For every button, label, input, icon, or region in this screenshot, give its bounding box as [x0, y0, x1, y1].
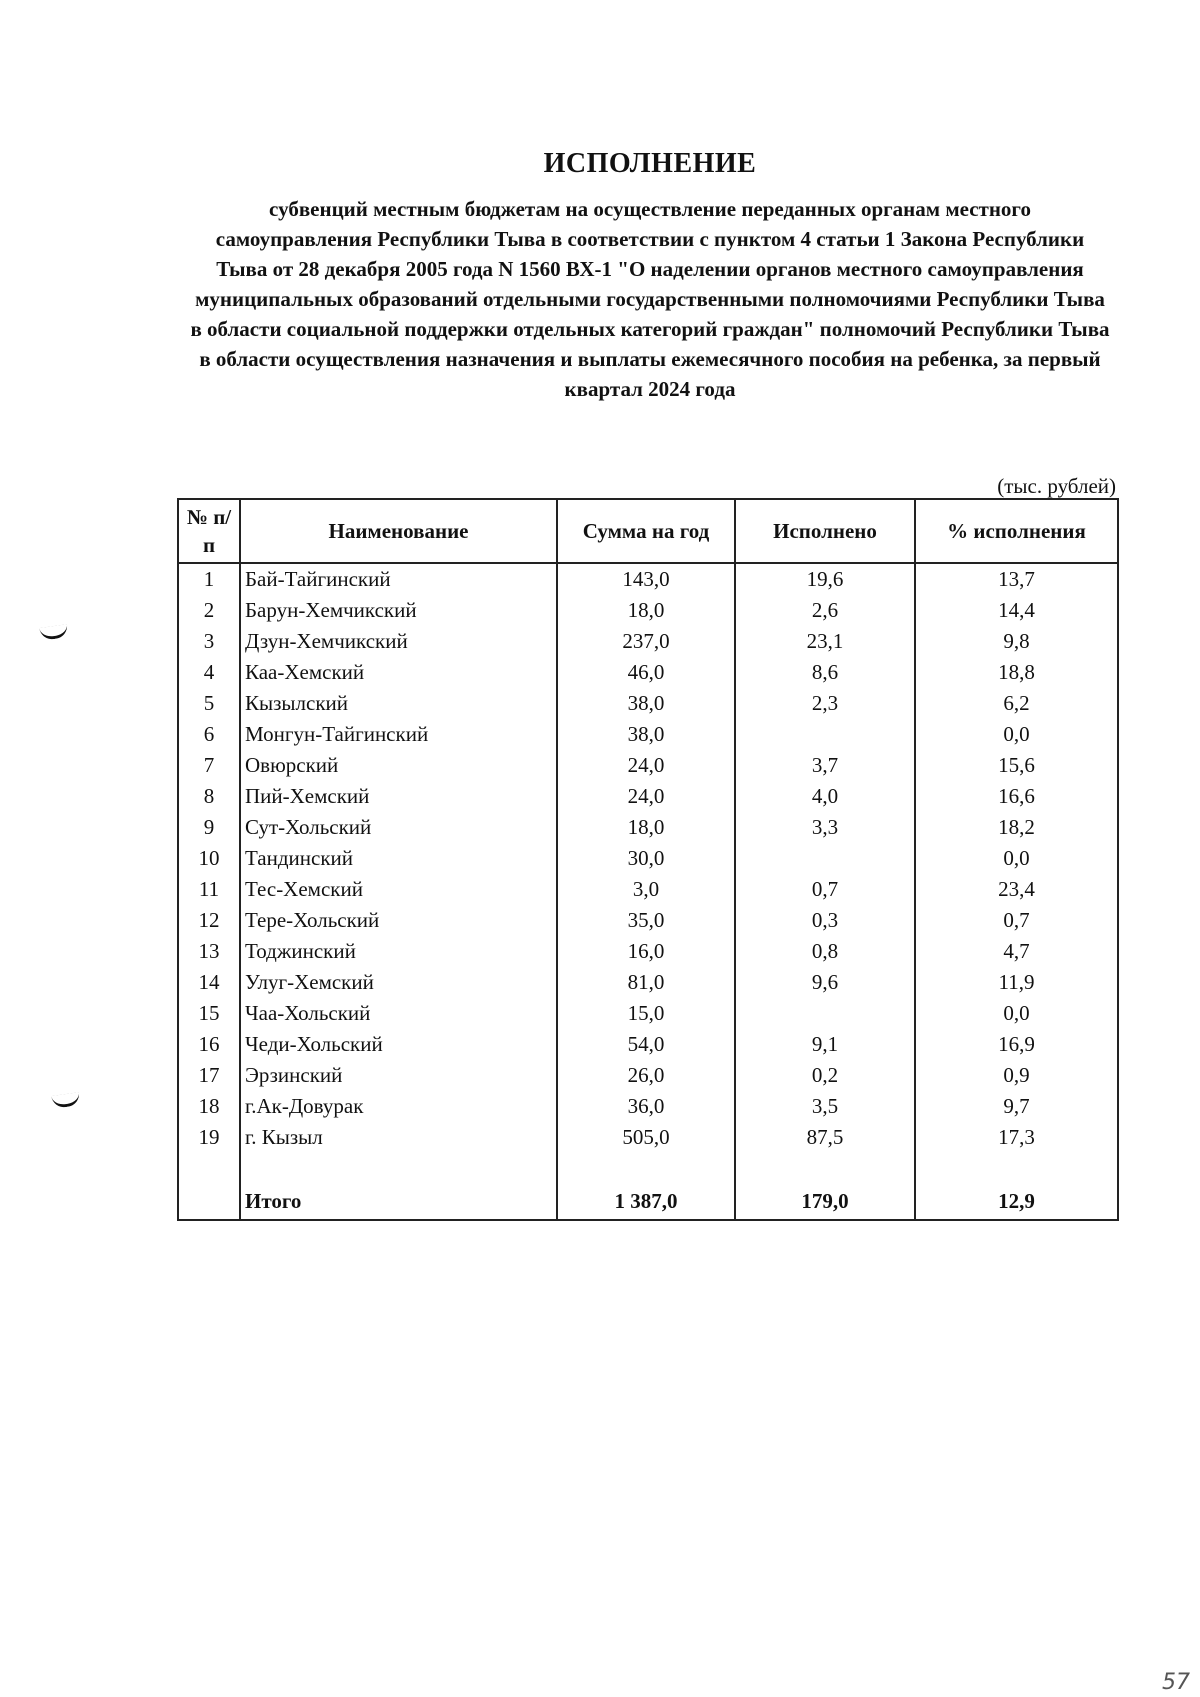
- row-annual: 35,0: [557, 905, 735, 936]
- table-row: [178, 626, 1118, 657]
- row-number: 16: [178, 1029, 240, 1060]
- row-annual: 24,0: [557, 781, 735, 812]
- spacer-cell: [557, 1153, 735, 1183]
- row-name: Чаа-Хольский: [240, 998, 557, 1029]
- row-name: Кызылский: [240, 688, 557, 719]
- spacer-cell: [178, 1153, 240, 1183]
- table-row: [178, 843, 1118, 874]
- row-percent: 9,8: [915, 626, 1118, 657]
- row-executed: 9,1: [735, 1029, 915, 1060]
- row-number: 2: [178, 595, 240, 626]
- row-percent: 9,7: [915, 1091, 1118, 1122]
- table-row: [178, 563, 1118, 595]
- row-executed: 0,3: [735, 905, 915, 936]
- row-executed: [735, 719, 915, 750]
- row-number: 13: [178, 936, 240, 967]
- table-row: [178, 719, 1118, 750]
- row-name: Пий-Хемский: [240, 781, 557, 812]
- total-row: [178, 1183, 1118, 1220]
- row-percent: 0,0: [915, 843, 1118, 874]
- row-executed: 2,3: [735, 688, 915, 719]
- row-name: Тандинский: [240, 843, 557, 874]
- row-number: 17: [178, 1060, 240, 1091]
- row-name: Улуг-Хемский: [240, 967, 557, 998]
- table-row: [178, 936, 1118, 967]
- table-row: [178, 1060, 1118, 1091]
- table-header: [178, 499, 1118, 563]
- header-percent: % исполнения: [915, 499, 1118, 563]
- row-name: Сут-Хольский: [240, 812, 557, 843]
- row-executed: 0,2: [735, 1060, 915, 1091]
- total-label: Итого: [240, 1183, 557, 1220]
- table-row: [178, 1122, 1118, 1153]
- row-executed: 3,7: [735, 750, 915, 781]
- spacer-cell: [915, 1153, 1118, 1183]
- row-executed: 19,6: [735, 563, 915, 595]
- row-executed: 3,3: [735, 812, 915, 843]
- table-row: [178, 874, 1118, 905]
- row-annual: 46,0: [557, 657, 735, 688]
- row-percent: 0,0: [915, 998, 1118, 1029]
- table-row: [178, 1029, 1118, 1060]
- row-number: 8: [178, 781, 240, 812]
- row-name: Бай-Тайгинский: [240, 563, 557, 595]
- row-percent: 13,7: [915, 563, 1118, 595]
- row-executed: [735, 998, 915, 1029]
- row-number: 11: [178, 874, 240, 905]
- total-percent: 12,9: [915, 1183, 1118, 1220]
- row-name: Каа-Хемский: [240, 657, 557, 688]
- row-number: 15: [178, 998, 240, 1029]
- row-annual: 15,0: [557, 998, 735, 1029]
- row-annual: 16,0: [557, 936, 735, 967]
- row-percent: 0,7: [915, 905, 1118, 936]
- row-annual: 38,0: [557, 688, 735, 719]
- row-percent: 16,6: [915, 781, 1118, 812]
- execution-table: [177, 498, 1119, 1221]
- row-annual: 505,0: [557, 1122, 735, 1153]
- row-percent: 15,6: [915, 750, 1118, 781]
- row-name: Барун-Хемчикский: [240, 595, 557, 626]
- row-percent: 18,2: [915, 812, 1118, 843]
- document-title: ИСПОЛНЕНИЕ: [543, 148, 757, 179]
- row-percent: 18,8: [915, 657, 1118, 688]
- row-name: Чеди-Хольский: [240, 1029, 557, 1060]
- row-executed: 23,1: [735, 626, 915, 657]
- row-executed: 87,5: [735, 1122, 915, 1153]
- row-percent: 4,7: [915, 936, 1118, 967]
- row-number: 12: [178, 905, 240, 936]
- row-percent: 11,9: [915, 967, 1118, 998]
- row-number: 6: [178, 719, 240, 750]
- row-name: г. Кызыл: [240, 1122, 557, 1153]
- row-annual: 3,0: [557, 874, 735, 905]
- row-executed: 4,0: [735, 781, 915, 812]
- row-percent: 0,0: [915, 719, 1118, 750]
- row-percent: 6,2: [915, 688, 1118, 719]
- spacer-cell: [240, 1153, 557, 1183]
- header-number: № п/п: [178, 499, 240, 563]
- row-name: Монгун-Тайгинский: [240, 719, 557, 750]
- table-row: [178, 781, 1118, 812]
- row-percent: 16,9: [915, 1029, 1118, 1060]
- row-name: г.Ак-Довурак: [240, 1091, 557, 1122]
- row-percent: 0,9: [915, 1060, 1118, 1091]
- row-annual: 237,0: [557, 626, 735, 657]
- row-annual: 18,0: [557, 595, 735, 626]
- row-percent: 23,4: [915, 874, 1118, 905]
- table-row: [178, 688, 1118, 719]
- row-annual: 81,0: [557, 967, 735, 998]
- row-name: Дзун-Хемчикский: [240, 626, 557, 657]
- table-row: [178, 905, 1118, 936]
- units-note: (тыс. рублей): [997, 474, 1116, 498]
- table-row: [178, 657, 1118, 688]
- document-subtitle: субвенций местным бюджетам на осуществление переданных органам местного самоуправления Республики Тыва в соответствии с пунктом 4 статьи 1 Закона Республики Тыва от 28 декабря 2005 года N 1560 ВХ-1 "О наделении органов местного самоуправления муниципальных образований отдельными государственными полномочиями Республики Тыва в области социальной поддержки отдельных категорий граждан" полномочий Республики Тыва в области осуществления назначения и выплаты ежемесячного пособия на ребенка, за первый квартал 2024 года: [190, 197, 1110, 401]
- spacer-row: [178, 1153, 1118, 1183]
- table-row: [178, 1091, 1118, 1122]
- table-row: [178, 595, 1118, 626]
- row-executed: 0,8: [735, 936, 915, 967]
- row-number: 3: [178, 626, 240, 657]
- table-row: [178, 967, 1118, 998]
- row-name: Эрзинский: [240, 1060, 557, 1091]
- header-row: [178, 499, 1118, 563]
- row-annual: 30,0: [557, 843, 735, 874]
- row-number: 9: [178, 812, 240, 843]
- row-percent: 17,3: [915, 1122, 1118, 1153]
- row-annual: 36,0: [557, 1091, 735, 1122]
- table-row: [178, 750, 1118, 781]
- row-annual: 24,0: [557, 750, 735, 781]
- row-executed: 0,7: [735, 874, 915, 905]
- row-number: 19: [178, 1122, 240, 1153]
- spacer-cell: [735, 1153, 915, 1183]
- row-number: 4: [178, 657, 240, 688]
- total-number: [178, 1183, 240, 1220]
- row-number: 5: [178, 688, 240, 719]
- row-number: 14: [178, 967, 240, 998]
- margin-mark: [39, 624, 69, 641]
- row-name: Овюрский: [240, 750, 557, 781]
- table-row: [178, 998, 1118, 1029]
- row-number: 1: [178, 563, 240, 595]
- row-annual: 143,0: [557, 563, 735, 595]
- row-executed: 3,5: [735, 1091, 915, 1122]
- page-mark: 57: [1162, 1670, 1190, 1695]
- row-percent: 14,4: [915, 595, 1118, 626]
- header-annual: Сумма на год: [557, 499, 735, 563]
- row-name: Тере-Хольский: [240, 905, 557, 936]
- row-name: Тоджинский: [240, 936, 557, 967]
- row-executed: 8,6: [735, 657, 915, 688]
- header-name: Наименование: [240, 499, 557, 563]
- row-annual: 26,0: [557, 1060, 735, 1091]
- row-executed: [735, 843, 915, 874]
- row-number: 7: [178, 750, 240, 781]
- row-number: 18: [178, 1091, 240, 1122]
- header-executed: Исполнено: [735, 499, 915, 563]
- row-name: Тес-Хемский: [240, 874, 557, 905]
- row-annual: 54,0: [557, 1029, 735, 1060]
- margin-mark: [51, 1092, 81, 1109]
- total-annual: 1 387,0: [557, 1183, 735, 1220]
- table-body: [178, 563, 1118, 1220]
- row-number: 10: [178, 843, 240, 874]
- row-annual: 38,0: [557, 719, 735, 750]
- total-executed: 179,0: [735, 1183, 915, 1220]
- row-executed: 2,6: [735, 595, 915, 626]
- row-executed: 9,6: [735, 967, 915, 998]
- row-annual: 18,0: [557, 812, 735, 843]
- table-row: [178, 812, 1118, 843]
